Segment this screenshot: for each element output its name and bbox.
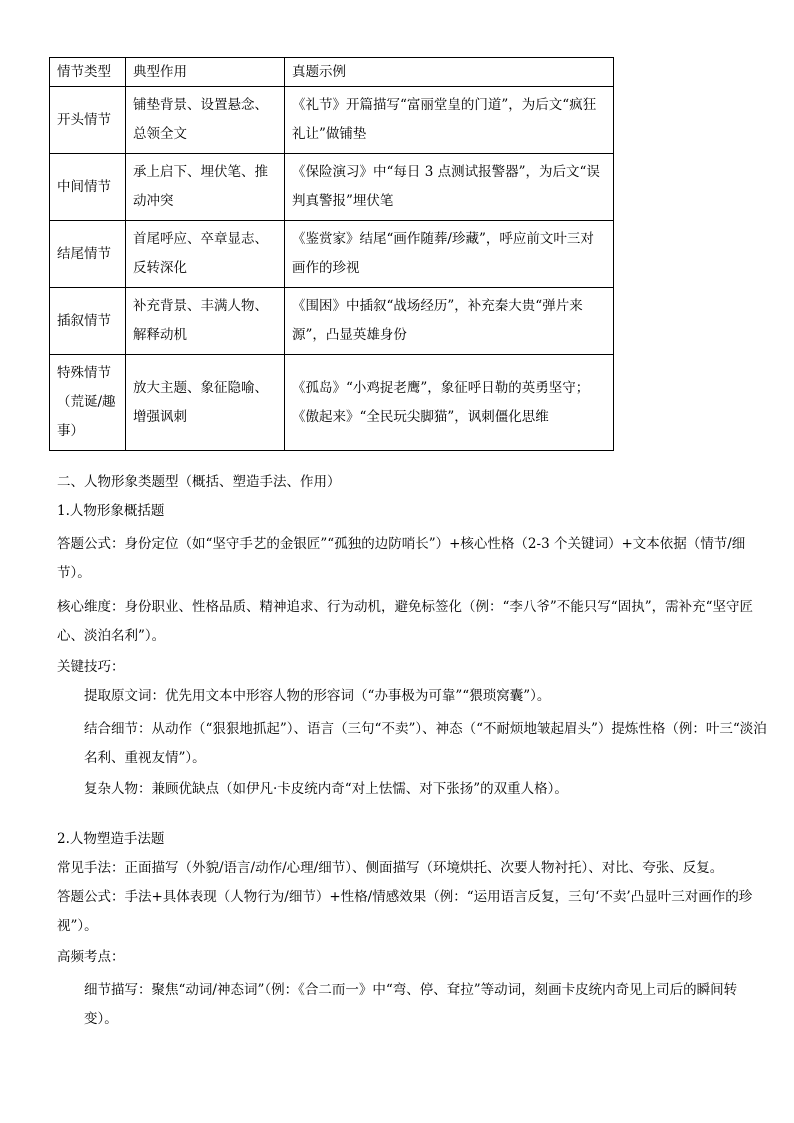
points-label: 高频考点： bbox=[57, 949, 125, 965]
table-row bbox=[50, 221, 614, 288]
subsection-title: 2.人物塑造手法题 bbox=[57, 831, 165, 847]
cell-effect: 铺垫背景、设置悬念、总领全文 bbox=[126, 87, 285, 154]
cell-type: 特殊情节（荒诞/趣事） bbox=[50, 355, 126, 451]
plot-type-table bbox=[49, 57, 614, 451]
cell-effect: 补充背景、丰满人物、解释动机 bbox=[126, 288, 285, 355]
cell-example: 《鉴赏家》结尾“画作随葬/珍藏”，呼应前文叶三对画作的珍视 bbox=[285, 221, 614, 288]
section-heading: 二、人物形象类题型（概括、塑造手法、作用） bbox=[57, 474, 341, 490]
example-line: 《傲起来》“全民玩尖脚猫”，讽刺僵化思维 bbox=[292, 408, 549, 425]
table-row bbox=[50, 87, 614, 154]
point-item: 细节描写：聚焦“动词/神态词”（例：《合二而一》中“弯、停、耷拉”等动词，刻画卡皮统内奇见上司后的瞬间转变）。 bbox=[84, 982, 738, 1027]
table-row bbox=[50, 288, 614, 355]
tip-item: 复杂人物：兼顾优缺点（如伊凡·卡皮统内奇“对上怯懦、对下张扬”的双重人格）。 bbox=[84, 781, 568, 797]
common-methods: 常见手法：正面描写（外貌/语言/动作/心理/细节）、侧面描写（环境烘托、次要人物衬托）、对比、夸张、反复。 bbox=[57, 860, 724, 876]
tip-item: 结合细节：从动作（“狠狠地抓起”）、语言（三句“不卖”）、神态（“不耐烦地皱起眉头”）提炼性格（例：叶三“淡泊名利、重视友情”）。 bbox=[84, 721, 767, 766]
tip-item: 提取原文词：优先用文本中形容人物的形容词（“办事极为可靠”“猥琐窝囊”）。 bbox=[84, 688, 551, 704]
example-line: 《孤岛》“小鸡捉老鹰”，象征呼日勒的英勇坚守； bbox=[292, 379, 590, 396]
cell-example bbox=[285, 355, 614, 451]
subsection-title: 1.人物形象概括题 bbox=[57, 503, 165, 519]
answer-formula: 答题公式：手法+具体表现（人物行为/细节）+性格/情感效果（例：“运用语言反复，三句‘不卖’凸显叶三对画作的珍视”）。 bbox=[57, 889, 753, 934]
table-header-row bbox=[50, 58, 614, 87]
table-row bbox=[50, 154, 614, 221]
cell-example: 《围困》中插叙“战场经历”，补充秦大贵“弹片来源”，凸显英雄身份 bbox=[285, 288, 614, 355]
cell-effect: 放大主题、象征隐喻、增强讽刺 bbox=[126, 355, 285, 451]
tips-label: 关键技巧： bbox=[57, 659, 125, 675]
table-row bbox=[50, 355, 614, 451]
cell-type: 结尾情节 bbox=[50, 221, 126, 288]
core-dimensions: 核心维度：身份职业、性格品质、精神追求、行为动机，避免标签化（例：“李八爷”不能只写“固执”，需补充“坚守匠心、淡泊名利”）。 bbox=[57, 599, 754, 644]
header-cell-example: 真题示例 bbox=[285, 58, 614, 87]
cell-example: 《保险演习》中“每日 3 点测试报警器”，为后文“误判真警报”埋伏笔 bbox=[285, 154, 614, 221]
cell-example: 《礼节》开篇描写“富丽堂皇的门道”，为后文“疯狂礼让”做铺垫 bbox=[285, 87, 614, 154]
section-character bbox=[57, 472, 769, 1034]
cell-effect: 首尾呼应、卒章显志、反转深化 bbox=[126, 221, 285, 288]
header-cell-effect: 典型作用 bbox=[126, 58, 285, 87]
cell-effect: 承上启下、埋伏笔、推动冲突 bbox=[126, 154, 285, 221]
header-cell-type: 情节类型 bbox=[50, 58, 126, 87]
cell-type: 中间情节 bbox=[50, 154, 126, 221]
answer-formula: 答题公式：身份定位（如“坚守手艺的金银匠”“孤独的边防哨长”）+核心性格（2-3 个关键词）+文本依据（情节/细节）。 bbox=[57, 536, 746, 581]
cell-type: 开头情节 bbox=[50, 87, 126, 154]
cell-type: 插叙情节 bbox=[50, 288, 126, 355]
